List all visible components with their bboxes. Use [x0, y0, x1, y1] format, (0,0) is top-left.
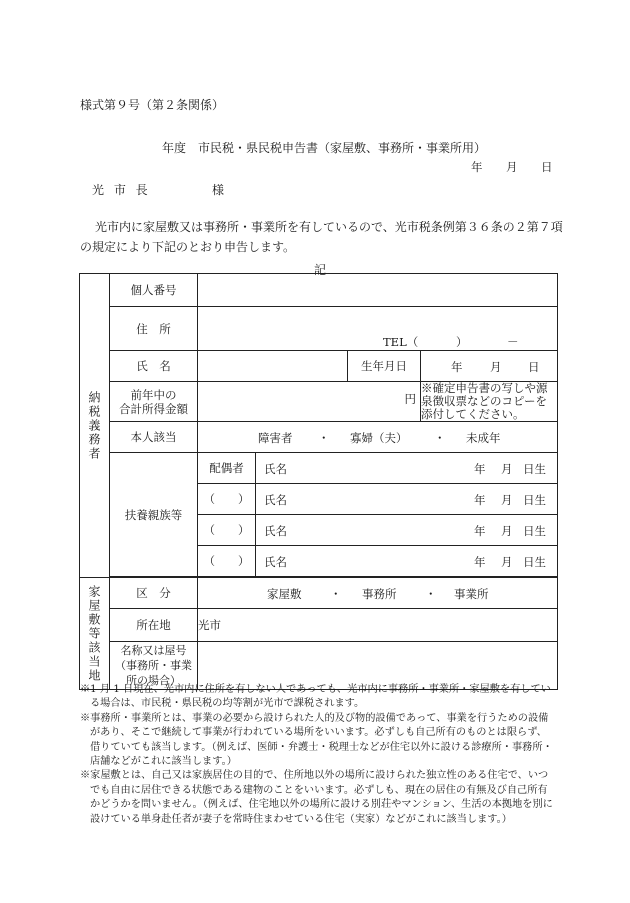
dependent-born-label: 日生 [523, 524, 546, 538]
birth-year-label: 年 [451, 360, 463, 374]
page-title: 年度 市民税・県民税申告書（家屋敷、事務所・事業所用） [162, 141, 487, 155]
status-label: 本人該当 [110, 422, 198, 453]
dependent-relation[interactable]: （ ） [198, 515, 256, 546]
address-field[interactable] [198, 307, 558, 351]
status-option-disability[interactable]: 障害者 [258, 431, 293, 445]
dependent-row[interactable] [256, 453, 558, 484]
property-section [80, 578, 110, 690]
dependent-name-label: 氏名 [264, 462, 287, 476]
yen-label: 円 [404, 392, 416, 406]
notes [80, 683, 554, 827]
date-day-label: 日 [541, 160, 553, 174]
dependent-year-label: 年 [474, 493, 486, 507]
business-name-label-line2: （事務所・事業 [115, 659, 192, 672]
note-item: ※1 月 1 日現在、光市内に住所を有しない人であっても、光市内に事務所・事業所・家屋敷を有している場合は、市民税・県民税の均等割が光市で課税されます。 [80, 684, 551, 710]
birth-day-label: 日 [528, 360, 540, 374]
tel-label: TEL（ [383, 335, 419, 349]
declaration-table [79, 273, 558, 690]
addressee-honorific: 様 [212, 183, 225, 197]
dependent-row[interactable] [256, 546, 558, 577]
income-field[interactable] [198, 382, 421, 422]
category-dot-1: ・ [330, 587, 342, 601]
name-field[interactable] [198, 351, 348, 382]
dependent-relation[interactable]: （ ） [198, 484, 256, 515]
category-option-house[interactable]: 家屋敷 [267, 587, 302, 601]
taxpayer-section [80, 274, 110, 578]
dependent-born-label: 日生 [523, 493, 546, 507]
dependent-row[interactable] [256, 484, 558, 515]
birth-month-label: 月 [490, 360, 502, 374]
dependent-year-label: 年 [474, 524, 486, 538]
dependent-year-label: 年 [474, 462, 486, 476]
property-section-label: 家屋敷等該当地 [87, 584, 101, 683]
dependent-month-label: 月 [501, 555, 513, 569]
income-label [110, 382, 198, 422]
status-option-minor[interactable]: 未成年 [466, 431, 501, 445]
income-label-line1: 前年中の [130, 387, 177, 402]
personal-number-label: 個人番号 [110, 274, 198, 307]
dependent-name-label: 氏名 [264, 493, 287, 507]
dependent-name-label: 氏名 [264, 555, 287, 569]
status-option-widow[interactable]: 寡婦（夫） [350, 431, 408, 445]
dependent-month-label: 月 [501, 462, 513, 476]
dependent-relation[interactable]: 配偶者 [198, 453, 256, 484]
income-label-line2: 合計所得金額 [119, 401, 188, 416]
category-option-business[interactable]: 事業所 [454, 587, 489, 601]
dependent-relation[interactable]: （ ） [198, 546, 256, 577]
status-dot-1: ・ [318, 431, 330, 445]
dependent-month-label: 月 [501, 524, 513, 538]
dependent-year-label: 年 [474, 555, 486, 569]
note-item: ※事務所・事業所とは、事業の必要から設けられた人的及び物的設備であって、事業を行うための設備があり、そこで継続して事業が行われている場所をいいます。必ずしも自己所有のものとは限らず、借りていても該当します。（例えば、医師・弁護士・税理士などが住宅以外に設ける診療所・事務所・店舗などがこれに該当します。） [80, 712, 553, 768]
address-label: 住 所 [110, 307, 198, 351]
taxpayer-section-label: 納税義務者 [87, 390, 101, 461]
dependent-born-label: 日生 [523, 462, 546, 476]
category-option-office[interactable]: 事務所 [362, 587, 397, 601]
date-year-label: 年 [471, 160, 483, 174]
intro-line-1: 光市内に家屋敷又は事務所・事業所を有しているので、光市税条例第３６条の２第７項 [95, 220, 563, 234]
dependent-row[interactable] [256, 515, 558, 546]
birthdate-label: 生年月日 [348, 351, 421, 382]
ki-label: 記 [314, 263, 327, 277]
birthdate-field[interactable] [421, 351, 558, 382]
status-dot-2: ・ [434, 431, 446, 445]
income-note: ※確定申告書の写しや源泉徴収票などのコピーを添付してください。 [421, 382, 558, 422]
business-name-label-line1: 名称又は屋号 [120, 644, 187, 657]
addressee: 光 市 長 [92, 183, 151, 197]
form-number: 様式第９号（第２条関係） [80, 98, 225, 112]
note-item: ※家屋敷とは、自己又は家族居住の目的で、住所地以外の場所に設けられた独立性のある住宅で、いつでも自由に居住できる状態である建物のことをいいます。必ずしも、現在の居住の有無及び自己所有かどうかを問いません。（例えば、住宅地以外の場所に設ける別荘やマンション、生活の本拠地を別に設けている単身赴任者が妻子を常時住まわせている住宅（実家）などがこれに該当します。） [80, 770, 553, 825]
category-options [198, 578, 558, 609]
dependent-name-label: 氏名 [264, 524, 287, 538]
intro-line-2: の規定により下記のとおり申告します。 [80, 240, 296, 254]
personal-number-field[interactable] [198, 274, 558, 307]
location-label: 所在地 [110, 609, 198, 642]
category-dot-2: ・ [425, 587, 437, 601]
business-name-label-line3: 所の場合） [126, 674, 181, 687]
location-field[interactable]: 光市 [198, 609, 558, 642]
tel-dash: － [507, 335, 519, 349]
tel-close: ） [456, 335, 468, 349]
category-label: 区 分 [110, 578, 198, 609]
status-options [198, 422, 558, 453]
dependent-month-label: 月 [501, 493, 513, 507]
dependents-label: 扶養親族等 [110, 453, 198, 577]
name-label: 氏 名 [110, 351, 198, 382]
date-month-label: 月 [506, 160, 518, 174]
dependent-born-label: 日生 [523, 555, 546, 569]
